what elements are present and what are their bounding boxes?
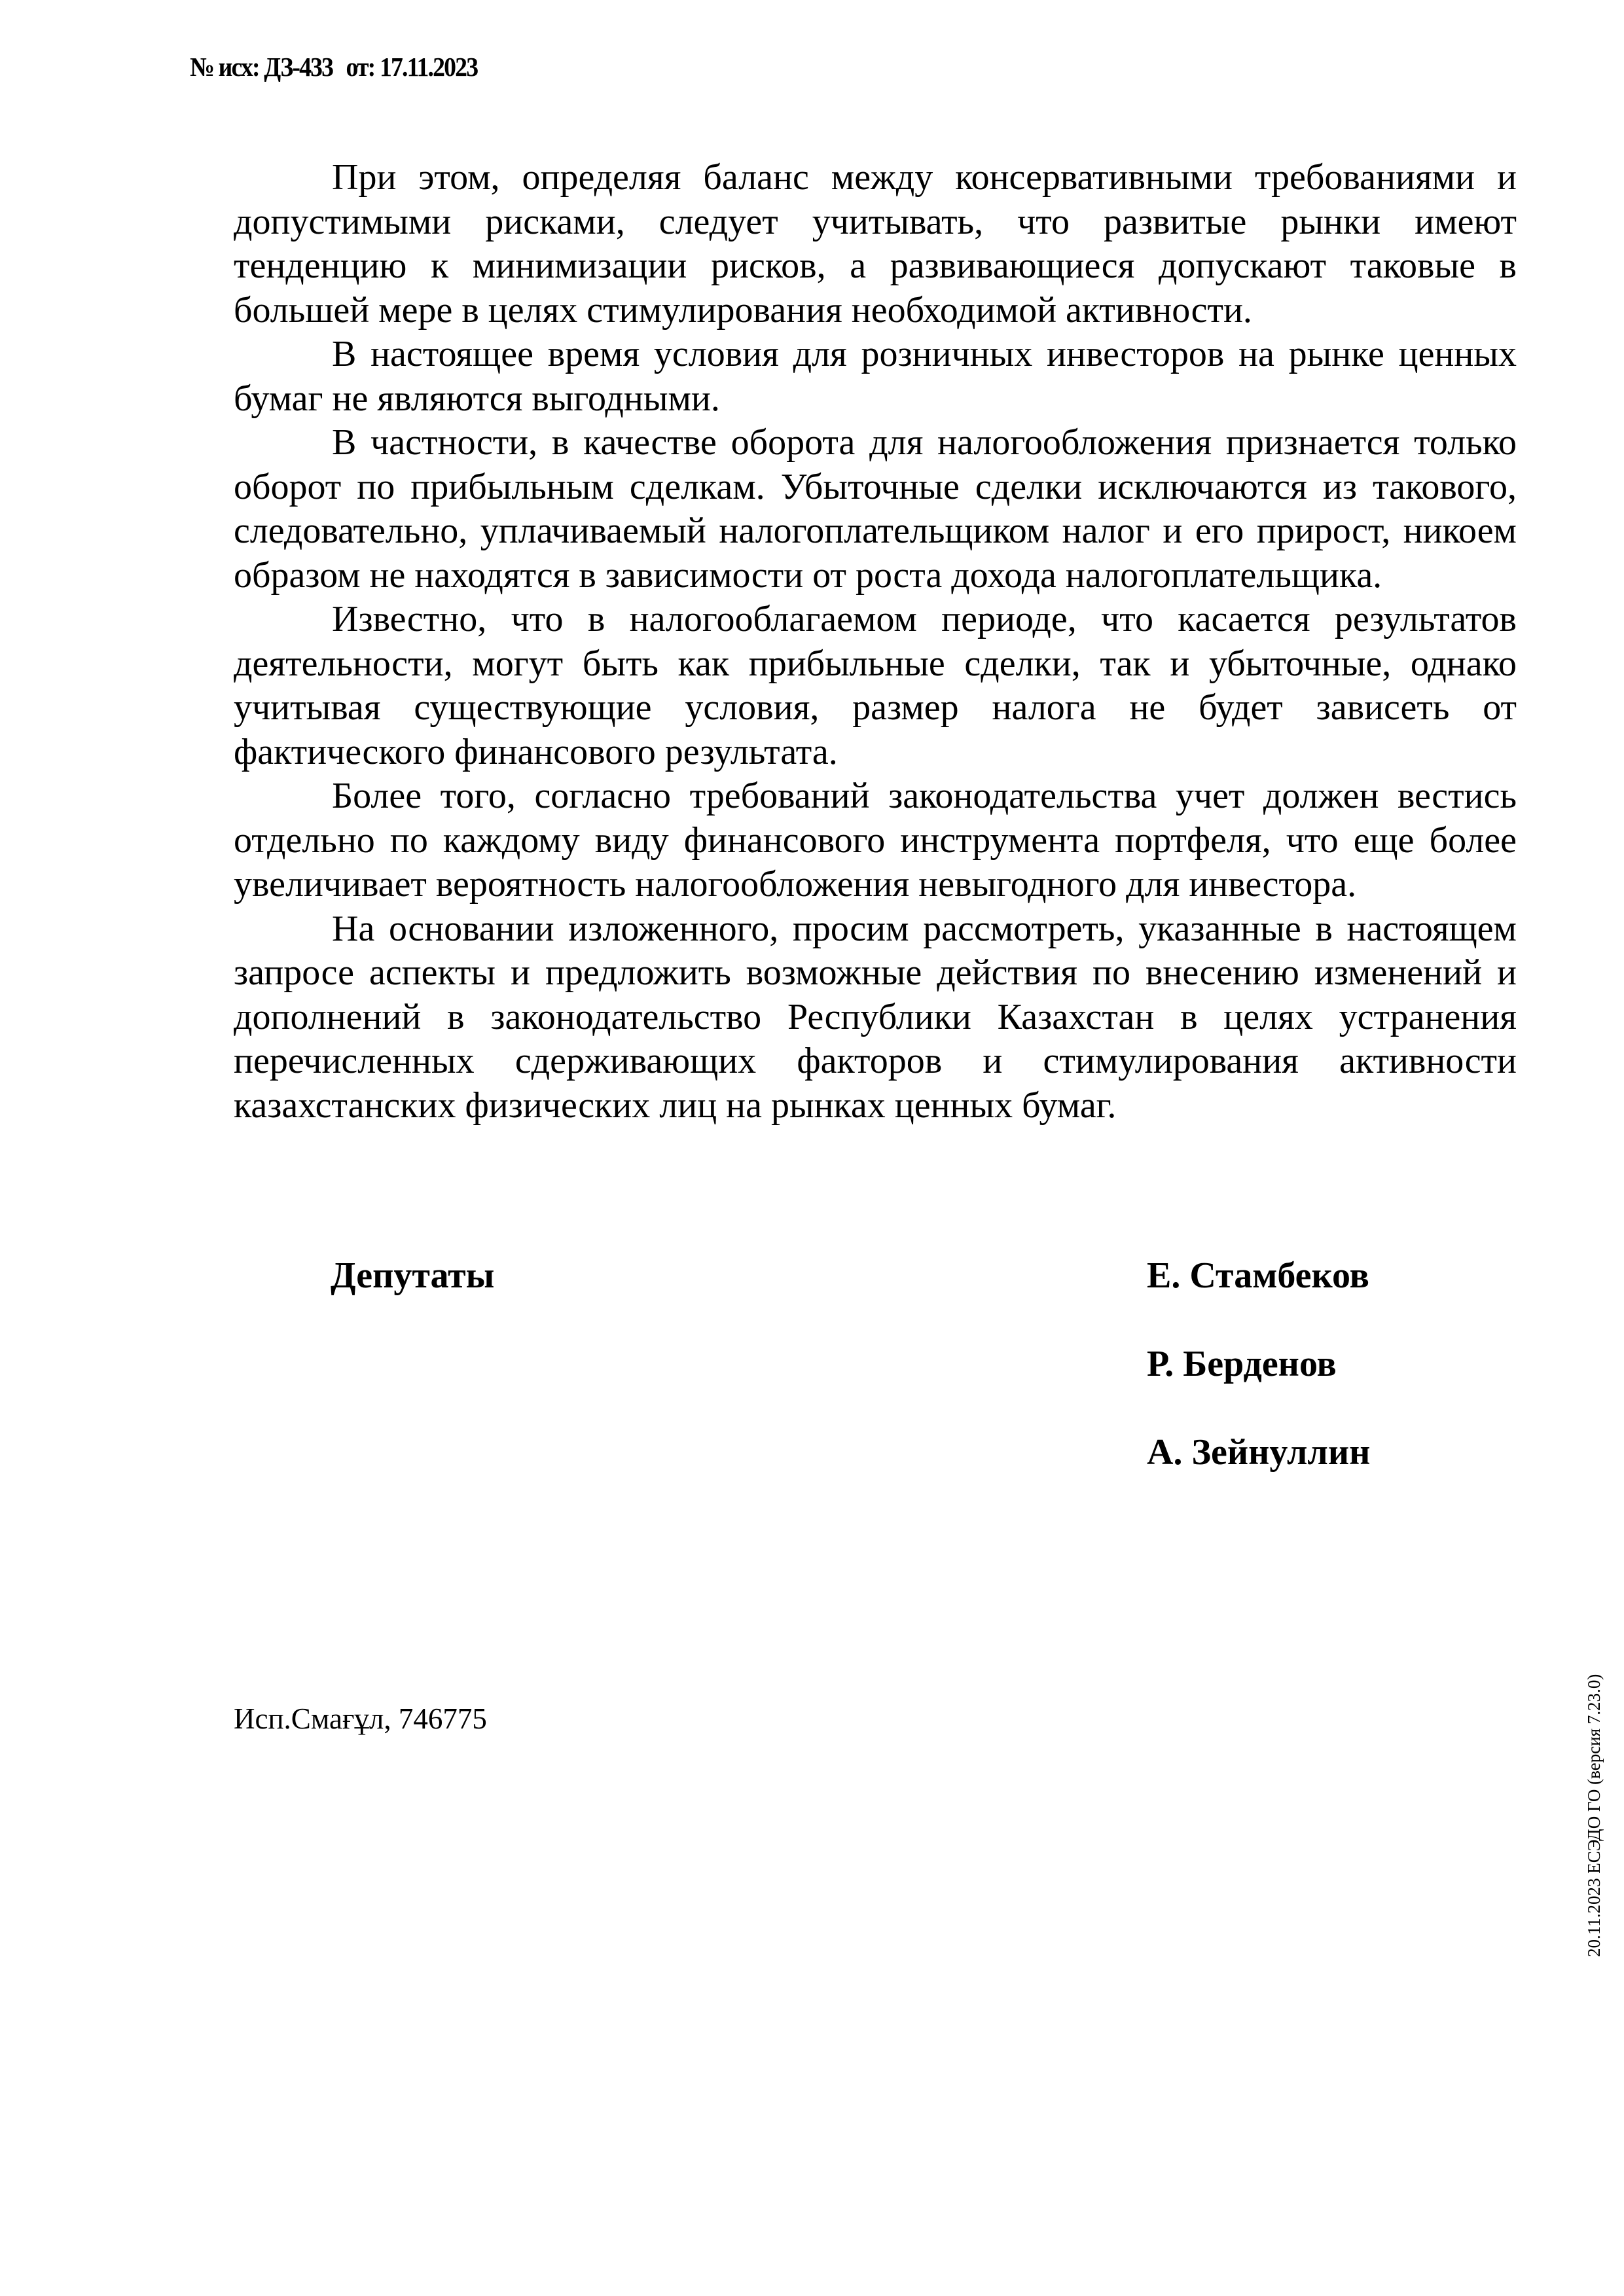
paragraph: Известно, что в налогооблагаемом периоде, что касается результатов деятельности, могут быть как прибыльные сделки, так и убыточные, однако учитывая существующие условия, размер налога не будет зависеть от фактического финансового результата. bbox=[234, 599, 1517, 772]
letter-body bbox=[234, 156, 1517, 1128]
paragraph: В частности, в качестве оборота для налогообложения признается только оборот по прибыльным сделкам. Убыточные сделки исключаются из такового, следовательно, уплачиваемый налогоплательщиком налог и его прирост, никоем образом не находятся в зависимости от роста дохода налогоплательщика. bbox=[234, 422, 1517, 596]
signatory-name: Р. Берденов bbox=[1147, 1344, 1337, 1384]
signatories-label: Депутаты bbox=[331, 1255, 495, 1296]
outgoing-date: от: 17.11.2023 bbox=[346, 52, 478, 82]
signatory-names bbox=[1147, 1254, 1370, 1519]
paragraph: Более того, согласно требований законодательства учет должен вестись отдельно по каждому виду финансового инструмента портфеля, что еще более увеличивает вероятность налогообложения невыгодного для инвестора. bbox=[234, 776, 1517, 905]
outgoing-number: № исх: ДЗ-433 bbox=[190, 52, 333, 82]
paragraph: В настоящее время условия для розничных инвесторов на рынке ценных бумаг не являются выгодными. bbox=[234, 334, 1517, 419]
signatory-name: Е. Стамбеков bbox=[1147, 1255, 1369, 1296]
edms-side-stamp: 20.11.2023 ЕСЭДО ГО (версия 7.23.0) bbox=[1584, 1674, 1604, 1957]
signatory-name: А. Зейнуллин bbox=[1147, 1432, 1371, 1473]
paragraph: На основании изложенного, просим рассмотреть, указанные в настоящем запросе аспекты и предложить возможные действия по внесению изменений и дополнений в законодательство Республики Казахстан в целях устранения перечисленных сдерживающих факторов и стимулирования активности казахстанских физических лиц на рынках ценных бумаг. bbox=[234, 908, 1517, 1126]
paragraph: При этом, определяя баланс между консервативными требованиями и допустимыми рисками, следует учитывать, что развитые рынки имеют тенденцию к минимизации рисков, а развивающиеся допускают таковые в большей мере в целях стимулирования необходимой активности. bbox=[234, 157, 1517, 331]
executor-note: Исп.Смағұл, 746775 bbox=[234, 1702, 487, 1735]
outgoing-reference bbox=[190, 51, 477, 82]
